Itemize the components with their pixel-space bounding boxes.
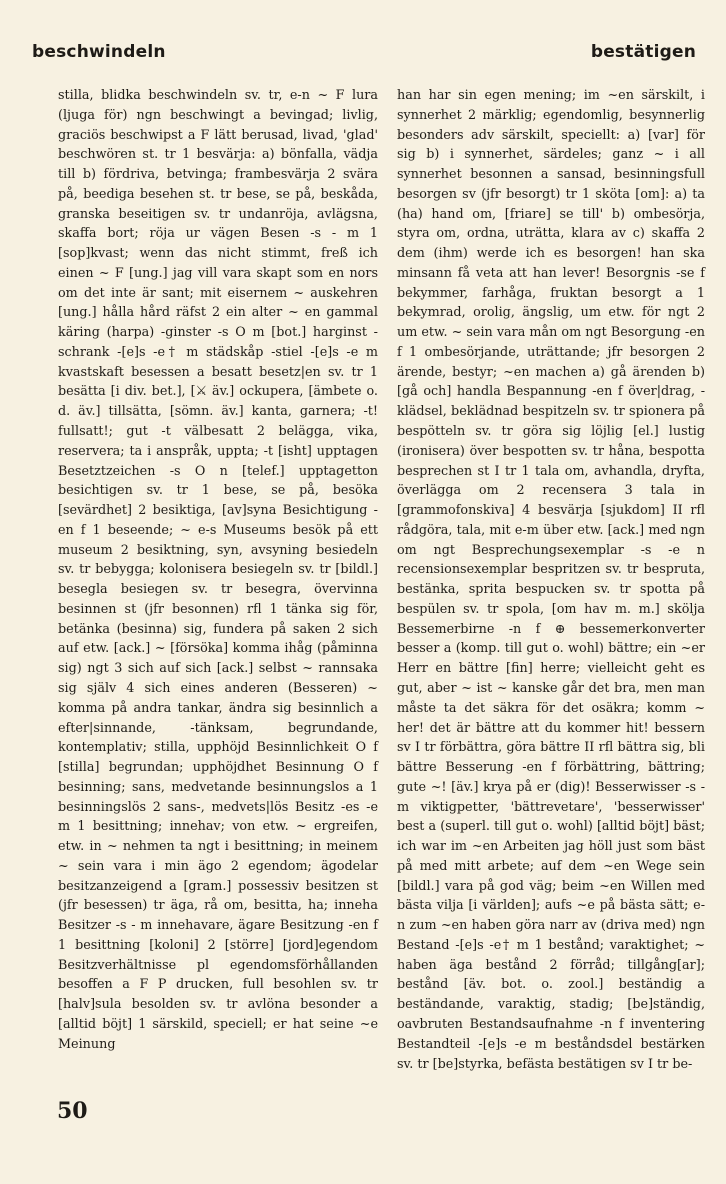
running-header bbox=[32, 42, 696, 62]
header-guide-word-right: bestätigen bbox=[590, 42, 696, 62]
page-number: 50 bbox=[57, 1098, 88, 1124]
right-column bbox=[397, 86, 705, 1074]
left-column-entries: stilla, blidka beschwindeln sv. tr, e-n ~ F lura (ljuga för) ngn beschwingt a bevingad; livlig, graciös beschwipst a F lätt berusad, livad, 'glad' beschwören st. tr 1 besvärja: a) bönfalla, vädja till b) fördriva, betvinga; frambesvärja 2 svära på, beediga besehen st. tr bese, se på, beskåda, granska beseitigen sv. tr undanröja, avlägsna, skaffa bort; röja ur vägen Besen -s - m 1 [sop]kvast; wenn das nicht stimmt, freß ich einen ~ F [ung.] jag vill vara skapt som en nors om det inte är sant; mit eisernem ~ auskehren [ung.] hålla hård räfst 2 ein alter ~ en gammal käring (harpa) -ginster -s O m [bot.] harginst -schrank -[e]s -e† m städskåp -stiel -[e]s -e m kvastskaft besessen a besatt besetz|en sv. tr 1 besätta [i div. bet.], [⚔ äv.] ockupera, [ämbete o. d. äv.] tillsätta, [sömn. äv.] kanta, garnera; -t! fullsatt!; gut -t välbesatt 2 belägga, vika, reservera; ta i anspråk, uppta; -t [isht] upptagen Besetztzeichen -s O n [telef.] upptagetton besichtigen sv. tr 1 bese, se på, besöka [sevärdhet] 2 besiktiga, [av]syna Besichtigung -en f 1 beseende; ~ e-s Museums besök på ett museum 2 besiktning, syn, avsyning besiedeln sv. tr bebygga; kolonisera besiegeln sv. tr [bildl.] besegla besiegen sv. tr besegra, övervinna besinnen st (jfr besonnen) rfl 1 tänka sig för, betänka (besinna) sig, fundera på saken 2 sich auf etw. [ack.] ~ [försöka] komma ihåg (påminna sig) ngt 3 sich auf sich [ack.] selbst ~ rannsaka sig själv 4 sich eines anderen (Besseren) ~ komma på andra tankar, ändra sig besinnlich a efter|sinnande, -tänksam, begrundande, kontemplativ; stilla, upphöjd Besinnlichkeit O f [stilla] begrundan; upphöjdhet Besinnung O f besinning; sans, medvetande besinnungslos a 1 besinningslös 2 sans-, medvets|lös Besitz -es -e m 1 besittning; innehav; von etw. ~ ergreifen, etw. in ~ nehmen ta ngt i besittning; in meinem ~ sein vara i min ägo 2 egendom; ägodelar besitzanzeigend a [gram.] possessiv besitzen st (jfr besessen) tr äga, rå om, besitta, ha; inneha Besitzer -s - m innehavare, ägare Besitzung -en f 1 besittning [koloni] 2 [större] [jord]egendom Besitzverhältnisse pl egendomsförhållanden besoffen a F P drucken, full besohlen sv. tr [halv]sula besolden sv. tr avlöna besonder a [alltid böjt] 1 särskild, speciell; er hat seine ~e Meinung bbox=[58, 88, 378, 1052]
right-column-entries: han har sin egen mening; im ~en särskilt, i synnerhet 2 märklig; egendomlig, besynnerlig besonders adv särskilt, speciellt: a) [var] för sig b) i synnerhet, särdeles; ganz ~ i all synnerhet besonnen a sansad, besinningsfull besorgen sv (jfr besorgt) tr 1 sköta [om]: a) ta (ha) hand om, [friare] se till' b) ombesörja, styra om, ordna, uträtta, klara av c) skaffa 2 dem (ihm) werde ich es besorgen! han ska minsann få veta att han lever! Besorgnis -se f bekymmer, farhåga, fruktan besorgt a 1 bekymrad, orolig, ängslig, um etw. för ngt 2 um etw. ~ sein vara mån om ngt Besorgung -en f 1 ombesörjande, uträttande; jfr besorgen 2 ärende, bestyr; ~en machen a) gå ärenden b) [gå och] handla Bespannung -en f över|drag, -klädsel, beklädnad bespitzeln sv. tr spionera på bespötteln sv. tr göra sig löjlig [el.] lustig (ironisera) över bespotten sv. tr håna, bespotta besprechen st I tr 1 tala om, avhandla, dryfta, överlägga om 2 recensera 3 tala in [grammofonskiva] 4 besvärja [sjukdom] II rfl rådgöra, tala, mit e-m über etw. [ack.] med ngn om ngt Besprechungsexemplar -s -e n recensionsexemplar bespritzen sv. tr bespruta, bestänka, sprita bespucken sv. tr spotta på bespülen sv. tr spola, [om hav m. m.] skölja Bessemerbirne -n f ⊕ bessemerkonverter besser a (komp. till gut o. wohl) bättre; ein ~er Herr en bättre [fin] herre; vielleicht geht es gut, aber ~ ist ~ kanske går det bra, men man måste ta det säkra för det osäkra; komm ~ her! det är bättre att du kommer hit! bessern sv I tr förbättra, göra bättre II rfl bättra sig, bli bättre Besserung -en f förbättring, bättring; gute ~! [äv.] krya på er (dig)! Besserwisser -s - m viktigpetter, 'bättrevetare', 'besserwisser' best a (superl. till gut o. wohl) [alltid böjt] bäst; ich war im ~en Arbeiten jag höll just som bäst på med mitt arbete; auf dem ~en Wege sein [bildl.] vara på god väg; beim ~en Willen med bästa vilja [i världen]; aufs ~e på bästa sätt; e-n zum ~en haben göra narr av (driva med) ngn Bestand -[e]s -e† m 1 bestånd; varaktighet; ~ haben äga bestånd 2 förråd; tillgång[ar]; bestånd [äv. bot. o. zool.] beständig a beständande, varaktig, stadig; [be]ständig, oavbruten Bestandsaufnahme -n f inventering Bestandteil -[e]s -e m beståndsdel bestärken sv. tr [be]styrka, befästa bestätigen sv I tr be- bbox=[397, 88, 705, 1072]
header-guide-word-left: beschwindeln bbox=[32, 42, 166, 62]
left-column bbox=[58, 86, 378, 1055]
